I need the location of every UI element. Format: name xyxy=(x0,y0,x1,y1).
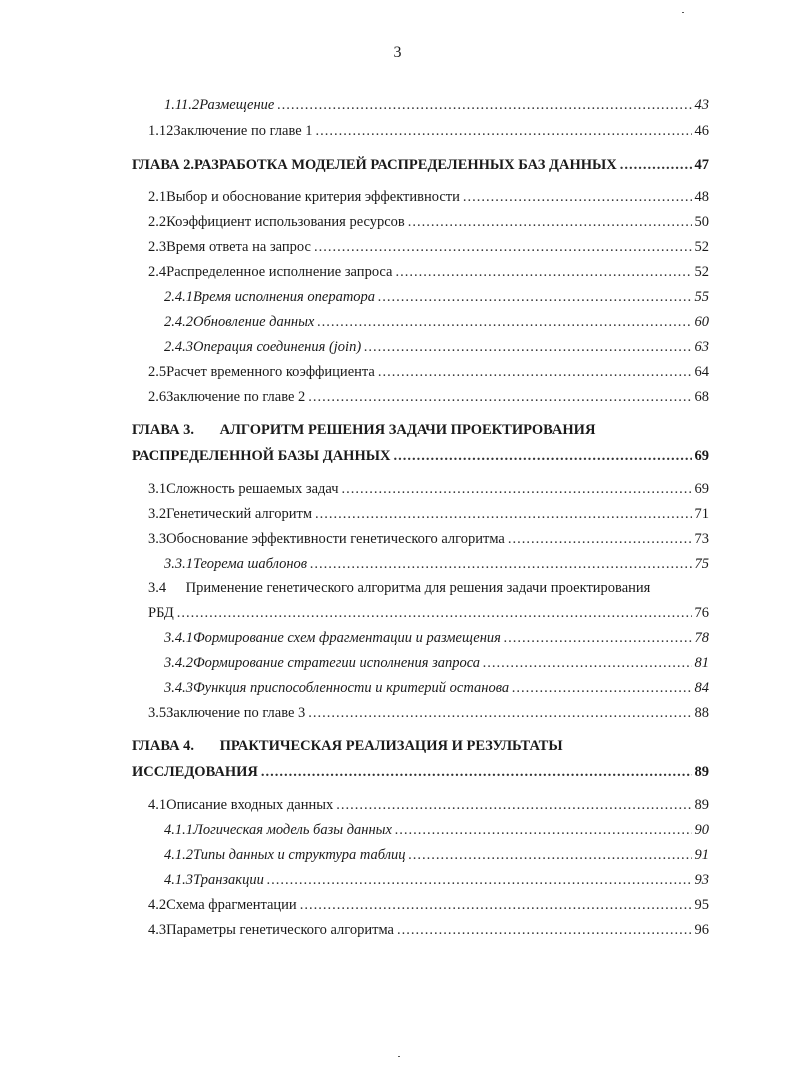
toc-entry-title: Заключение по главе 3 xyxy=(166,705,306,721)
dot-leader xyxy=(310,555,691,573)
dot-leader xyxy=(314,238,692,256)
dot-leader xyxy=(308,388,691,406)
toc-entry-number: 3.4 xyxy=(148,580,167,596)
toc-entry-title: Коэффициент использования ресурсов xyxy=(166,214,405,230)
toc-entry-page: 43 xyxy=(694,97,709,113)
chapter-page: 69 xyxy=(694,448,709,464)
toc-entry-title: Функция приспособленности и критерий останова xyxy=(193,680,510,696)
scan-speck xyxy=(398,1056,400,1057)
toc-entry-4-3 xyxy=(148,921,709,939)
dot-leader xyxy=(395,263,691,281)
toc-entry-number: 2.1 xyxy=(148,189,167,205)
chapter-title-continued: РАСПРЕДЕЛЕННОЙ БАЗЫ ДАННЫХ xyxy=(132,448,391,464)
toc-entry-title: Параметры генетического алгоритма xyxy=(166,922,394,938)
dot-leader xyxy=(483,654,691,672)
toc-entry-title: Генетический алгоритм xyxy=(166,506,313,522)
dot-leader xyxy=(620,156,692,174)
toc-entry-title: Применение генетического алгоритма для решения задачи проектирования xyxy=(185,580,651,596)
dot-leader xyxy=(512,679,691,697)
toc-entry-number: 4.3 xyxy=(148,922,167,938)
toc-entry-number: 3.3 xyxy=(148,531,167,547)
dot-leader xyxy=(317,313,691,331)
toc-entry-title: Обновление данных xyxy=(193,314,315,330)
toc-entry-page: 52 xyxy=(694,264,709,280)
toc-entry-3-4-line1 xyxy=(148,579,650,597)
toc-entry-3-4-2 xyxy=(164,654,709,672)
chapter-number: ГЛАВА 4. xyxy=(132,738,195,754)
toc-entry-number: 3.3.1 xyxy=(164,556,193,572)
toc-entry-page: 95 xyxy=(694,897,709,913)
toc-entry-title: Выбор и обоснование критерия эффективности xyxy=(166,189,460,205)
toc-chapter-4-line2 xyxy=(132,763,709,781)
toc-entry-title: Формирование стратегии исполнения запроса xyxy=(193,655,481,671)
toc-entry-title: Заключение по главе 1 xyxy=(173,123,313,139)
scan-speck xyxy=(682,12,684,13)
dot-leader xyxy=(378,288,691,306)
toc-entry-3-3 xyxy=(148,530,709,548)
toc-entry-number: 3.1 xyxy=(148,481,167,497)
toc-entry-page: 96 xyxy=(694,922,709,938)
toc-entry-title: Обоснование эффективности генетического алгоритма xyxy=(166,531,505,547)
toc-entry-page: 84 xyxy=(694,680,709,696)
toc-entry-title: Транзакции xyxy=(193,872,264,888)
toc-entry-number: 4.2 xyxy=(148,897,167,913)
toc-entry-1-12 xyxy=(148,122,709,140)
toc-entry-1-11-2 xyxy=(164,96,709,114)
dot-leader xyxy=(397,921,692,939)
toc-entry-title: Распределенное исполнение запроса xyxy=(166,264,393,280)
toc-entry-page: 55 xyxy=(694,289,709,305)
chapter-title: АЛГОРИТМ РЕШЕНИЯ ЗАДАЧИ ПРОЕКТИРОВАНИЯ xyxy=(219,422,596,438)
page-number: 3 xyxy=(393,44,402,61)
dot-leader xyxy=(267,871,692,889)
toc-entry-2-2 xyxy=(148,213,709,231)
toc-entry-title: Сложность решаемых задач xyxy=(166,481,339,497)
toc-entry-title: Логическая модель базы данных xyxy=(193,822,392,838)
toc-entry-page: 48 xyxy=(694,189,709,205)
toc-entry-3-4-1 xyxy=(164,629,709,647)
toc-entry-number: 2.4.3 xyxy=(164,339,193,355)
toc-entry-3-4-line2 xyxy=(148,604,709,622)
dot-leader xyxy=(177,604,692,622)
toc-entry-number: 2.4.2 xyxy=(164,314,193,330)
toc-entry-page: 91 xyxy=(694,847,709,863)
toc-entry-title: Теорема шаблонов xyxy=(193,556,308,572)
toc-entry-number: 2.4 xyxy=(148,264,167,280)
toc-entry-page: 63 xyxy=(694,339,709,355)
toc-entry-page: 46 xyxy=(694,123,709,139)
chapter-number: ГЛАВА 3. xyxy=(132,422,195,438)
toc-entry-number: 3.5 xyxy=(148,705,167,721)
toc-entry-title: Расчет временного коэффициента xyxy=(166,364,375,380)
dot-leader xyxy=(378,363,692,381)
toc-entry-title: Время ответа на запрос xyxy=(166,239,311,255)
dot-leader xyxy=(300,896,692,914)
toc-entry-page: 73 xyxy=(694,531,709,547)
toc-entry-title: Время исполнения оператора xyxy=(193,289,376,305)
toc-entry-page: 69 xyxy=(694,481,709,497)
chapter-title: ПРАКТИЧЕСКАЯ РЕАЛИЗАЦИЯ И РЕЗУЛЬТАТЫ xyxy=(219,738,563,754)
toc-entry-number: 1.11.2 xyxy=(164,97,200,113)
toc-entry-number: 3.4.1 xyxy=(164,630,193,646)
toc-entry-title-continued: РБД xyxy=(148,605,174,621)
toc-entry-number: 4.1.2 xyxy=(164,847,193,863)
toc-entry-title: Формирование схем фрагментации и размещения xyxy=(193,630,501,646)
dot-leader xyxy=(508,530,692,548)
toc-entry-page: 50 xyxy=(694,214,709,230)
toc-chapter-3-line2 xyxy=(132,447,709,465)
dot-leader xyxy=(504,629,692,647)
dot-leader xyxy=(261,763,692,781)
dot-leader xyxy=(315,505,691,523)
dot-leader xyxy=(316,122,692,140)
toc-entry-4-2 xyxy=(148,896,709,914)
toc-entry-page: 90 xyxy=(694,822,709,838)
toc-entry-number: 2.4.1 xyxy=(164,289,193,305)
toc-entry-3-3-1 xyxy=(164,555,709,573)
toc-entry-2-6 xyxy=(148,388,709,406)
toc-entry-page: 89 xyxy=(694,797,709,813)
toc-entry-number: 4.1.1 xyxy=(164,822,193,838)
toc-entry-number: 2.6 xyxy=(148,389,167,405)
toc-entry-title: Размещение xyxy=(199,97,275,113)
toc-entry-2-4-3 xyxy=(164,338,709,356)
chapter-page: 89 xyxy=(694,764,709,780)
toc-entry-page: 71 xyxy=(694,506,709,522)
toc-entry-page: 64 xyxy=(694,364,709,380)
toc-entry-3-2 xyxy=(148,505,709,523)
toc-entry-4-1-1 xyxy=(164,821,709,839)
dot-leader xyxy=(409,846,692,864)
toc-entry-title: Заключение по главе 2 xyxy=(166,389,306,405)
dot-leader xyxy=(393,447,691,465)
dot-leader xyxy=(277,96,691,114)
chapter-title-continued: ИССЛЕДОВАНИЯ xyxy=(132,764,258,780)
dot-leader xyxy=(395,821,692,839)
toc-entry-4-1-2 xyxy=(164,846,709,864)
toc-entry-page: 93 xyxy=(694,872,709,888)
chapter-number: ГЛАВА 2. xyxy=(132,157,195,173)
toc-chapter-2 xyxy=(132,156,709,174)
toc-entry-number: 3.4.2 xyxy=(164,655,193,671)
toc-entry-page: 88 xyxy=(694,705,709,721)
toc-entry-page: 81 xyxy=(694,655,709,671)
chapter-title: РАЗРАБОТКА МОДЕЛЕЙ РАСПРЕДЕЛЕННЫХ БАЗ ДАННЫХ xyxy=(194,157,617,173)
toc-entry-title: Операция соединения (join) xyxy=(193,339,362,355)
toc-entry-2-5 xyxy=(148,363,709,381)
toc-entry-number: 4.1 xyxy=(148,797,167,813)
toc-entry-number: 1.12 xyxy=(148,123,174,139)
toc-entry-3-5 xyxy=(148,704,709,722)
toc-entry-3-1 xyxy=(148,480,709,498)
chapter-page: 47 xyxy=(694,157,709,173)
toc-entry-number: 2.2 xyxy=(148,214,167,230)
dot-leader xyxy=(342,480,692,498)
toc-entry-number: 3.2 xyxy=(148,506,167,522)
toc-chapter-4-line1 xyxy=(132,737,563,755)
toc-entry-page: 78 xyxy=(694,630,709,646)
toc-entry-page: 76 xyxy=(694,605,709,621)
dot-leader xyxy=(336,796,691,814)
toc-entry-page: 75 xyxy=(694,556,709,572)
toc-entry-2-1 xyxy=(148,188,709,206)
toc-entry-title: Типы данных и структура таблиц xyxy=(193,847,406,863)
toc-entry-4-1 xyxy=(148,796,709,814)
toc-entry-number: 4.1.3 xyxy=(164,872,193,888)
toc-entry-2-3 xyxy=(148,238,709,256)
toc-entry-page: 60 xyxy=(694,314,709,330)
dot-leader xyxy=(308,704,691,722)
toc-entry-page: 52 xyxy=(694,239,709,255)
toc-entry-4-1-3 xyxy=(164,871,709,889)
toc-entry-number: 3.4.3 xyxy=(164,680,193,696)
toc-chapter-3-line1 xyxy=(132,421,595,439)
toc-entry-number: 2.3 xyxy=(148,239,167,255)
toc-entry-title: Схема фрагментации xyxy=(166,897,297,913)
dot-leader xyxy=(408,213,692,231)
toc-entry-2-4-1 xyxy=(164,288,709,306)
dot-leader xyxy=(463,188,692,206)
toc-entry-2-4-2 xyxy=(164,313,709,331)
dot-leader xyxy=(364,338,691,356)
toc-entry-number: 2.5 xyxy=(148,364,167,380)
toc-entry-2-4 xyxy=(148,263,709,281)
toc-entry-3-4-3 xyxy=(164,679,709,697)
toc-entry-title: Описание входных данных xyxy=(166,797,334,813)
toc-entry-page: 68 xyxy=(694,389,709,405)
